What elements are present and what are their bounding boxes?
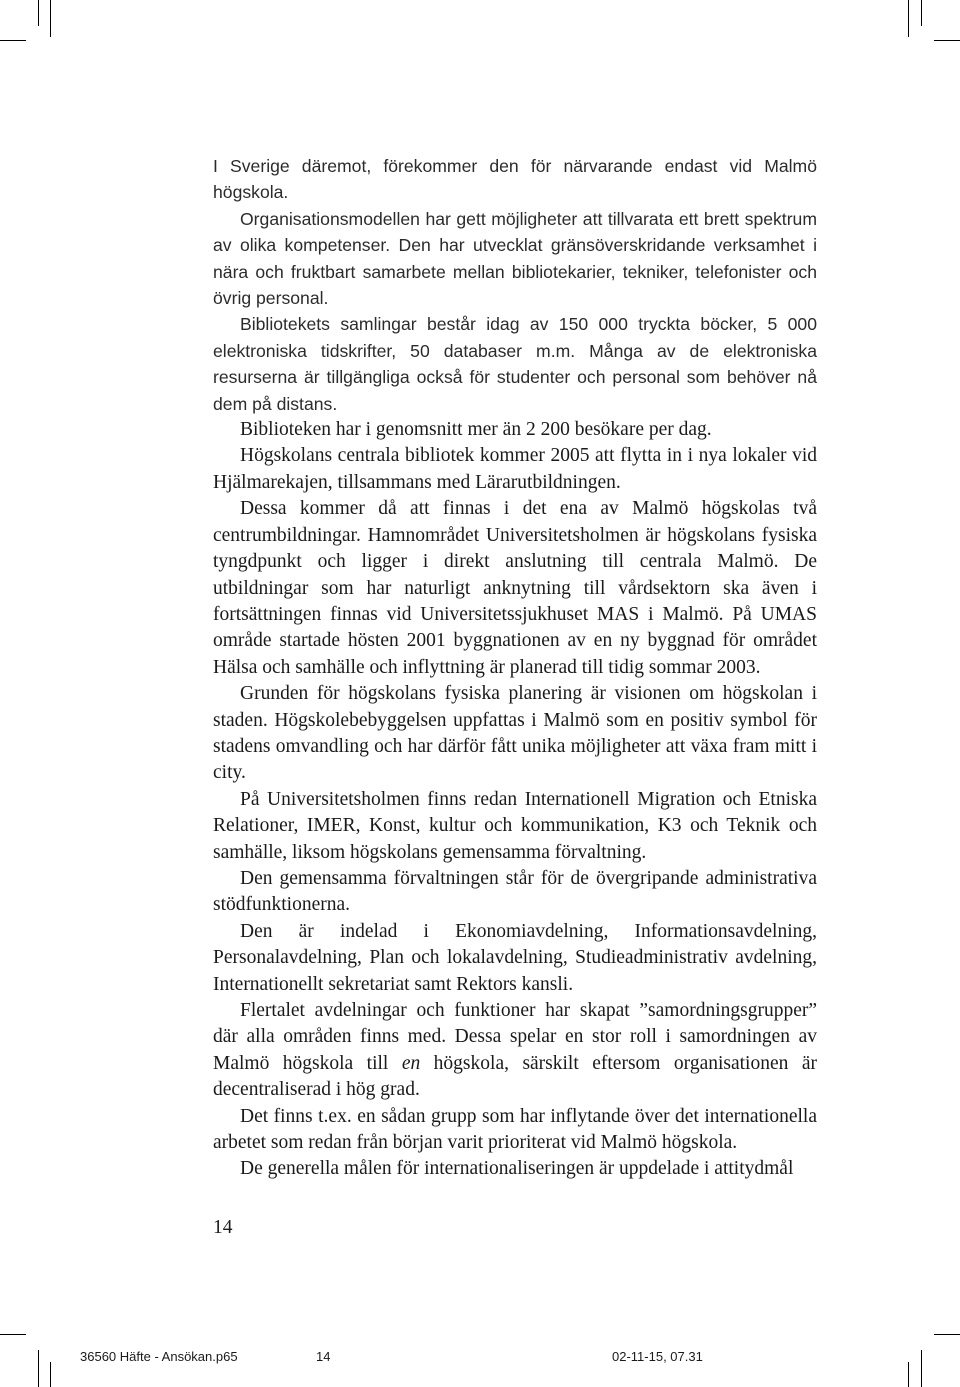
paragraph: Högskolans centrala bibliotek kommer 2005 att flytta in i nya lokaler vid Hjälmarekajen, tillsammans med Lärarutbildningen. (213, 445, 817, 493)
crop-mark (921, 1350, 922, 1387)
slug-timestamp: 02-11-15, 07.31 (612, 1349, 703, 1364)
crop-mark (934, 40, 960, 41)
slug-filename: 36560 Häfte - Ansökan.p65 (80, 1349, 238, 1364)
crop-mark (50, 1362, 51, 1387)
paragraph: De generella målen för internationaliseringen är uppdelade i attitydmål (240, 1158, 794, 1180)
paragraph-text: Flertalet avdelningar och funktioner har skapat ”samordningsgrupper” där alla områden finns med. Dessa spelar en stor roll i samordningen av Malmö högskola till (213, 1000, 817, 1074)
crop-mark (38, 1350, 39, 1387)
paragraph (213, 998, 817, 1104)
paragraph: På Universitetsholmen finns redan Internationell Migration och Etniska Relationer, IMER, Konst, kultur och kommunikation, K3 och Teknik och samhälle, liksom högskolans gemensamma förvaltning. (213, 788, 817, 863)
paragraph: Bibliotekets samlingar består idag av 150 000 tryckta böcker, 5 000 elektroniska tidskrifter, 50 databaser m.m. Många av de elektroniska resurserna är tillgängliga också för studenter och personal som behöver nå dem på distans. (213, 314, 817, 414)
paragraph: Den är indelad i Ekonomiavdelning, Informationsavdelning, Personalavdelning, Plan och lokalavdelning, Studieadministrativ avdelning, Internationellt sekretariat samt Rektors kansli. (213, 920, 817, 995)
paragraph: Organisationsmodellen har gett möjligheter att tillvarata ett brett spektrum av olika kompetenser. Den har utvecklat gränsöverskridande verksamhet i nära och fruktbart samarbete mellan bibliotekarier, tekniker, telefonister och övrig personal. (213, 208, 817, 309)
paragraph: Biblioteken har i genomsnitt mer än 2 200 besökare per dag. (240, 419, 712, 441)
slug-page: 14 (316, 1349, 331, 1364)
paragraph: Dessa kommer då att finnas i det ena av Malmö högskolas två centrumbildningar. Hamnområdet Universitetsholmen är högskolans fysiska tyngdpunkt och ligger i direkt anslutning till centrala Malmö. De utbildningar som har naturligt anknytning till vårdsektorn ska även i fortsättningen finnas vid Universitetssjukhuset MAS i Malmö. På UMAS område startade hösten 2001 byggnationen av en ny byggnad för området Hälsa och samhälle och inflyttning är planerad till tidig sommar 2003. (213, 498, 817, 678)
paragraph: Den gemensamma förvaltningen står för de övergripande administrativa stödfunktionerna. (213, 867, 817, 916)
paragraph: Det finns t.ex. en sådan grupp som har inflytande över det internationella arbetet som redan från början varit prioriterat vid Malmö högskola. (213, 1105, 817, 1154)
crop-mark (38, 0, 39, 26)
crop-mark (934, 1334, 960, 1335)
crop-mark (921, 0, 922, 26)
crop-mark (908, 0, 909, 37)
paragraph-text: högskola, särskilt eftersom organisationen är decentraliserad i hög grad. (213, 1052, 817, 1101)
crop-mark (908, 1362, 909, 1387)
crop-mark (0, 40, 26, 41)
paragraph: I Sverige däremot, förekommer den för närvarande endast vid Malmö högskola. (213, 156, 817, 203)
paragraph: Grunden för högskolans fysiska planering är visionen om högskolan i staden. Högskolebebyggelsen uppfattas i Malmö som en positiv symbol för stadens omvandling och har därför fått unika möjligheter att växa fram mitt i city. (213, 683, 817, 784)
crop-mark (50, 0, 51, 37)
emphasis-text: en (401, 1052, 421, 1074)
page-number: 14 (213, 1217, 233, 1238)
crop-mark (0, 1334, 26, 1335)
body-text (213, 153, 817, 1183)
